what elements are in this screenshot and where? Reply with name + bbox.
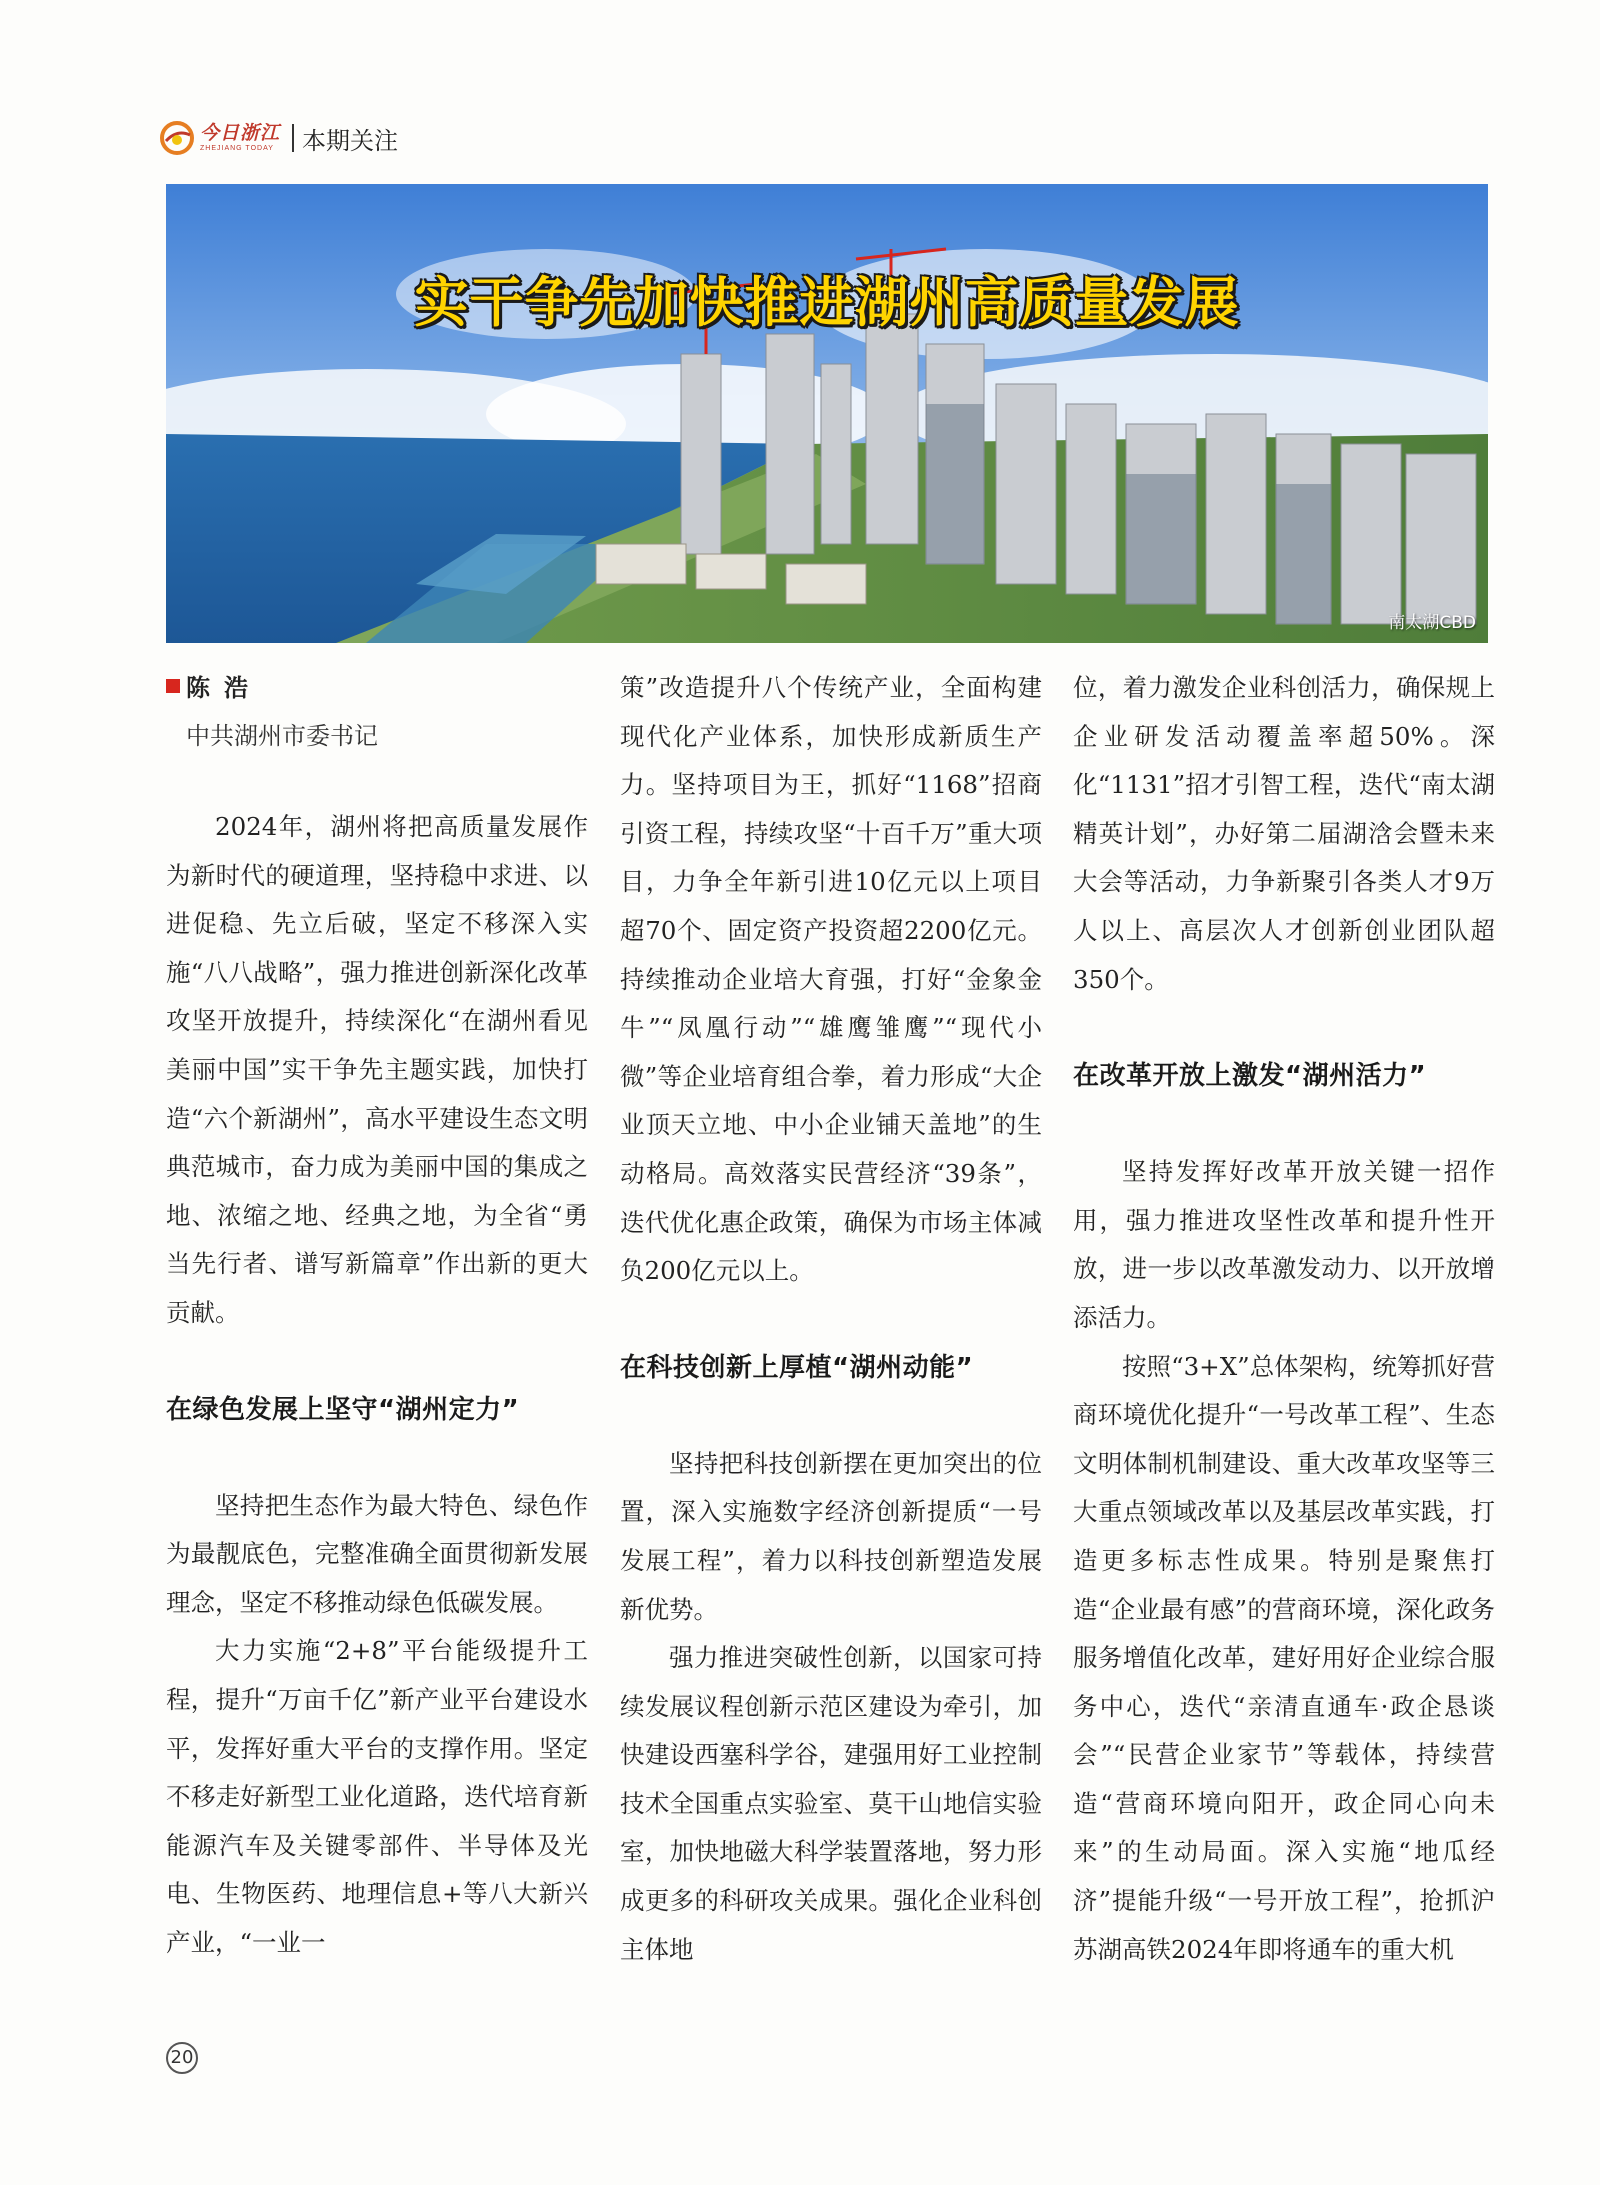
paragraph: 2024年，湖州将把高质量发展作为新时代的硬道理，坚持稳中求进、以进促稳、先立后破，坚定不移深入实施“八八战略”，强力推进创新深化改革攻坚开放提升，持续深化“在湖州看见美丽中国”实干争先主题实践，加快打造“六个新湖州”，高水平建设生态文明典范城市，奋力成为美丽中国的集成之地、浓缩之地、经典之地，为全省“勇当先行者、谱写新篇章”作出新的更大贡献。 — [166, 812, 588, 1327]
section-heading: 在改革开放上激发“湖州活力” — [1073, 1061, 1427, 1092]
column-3 — [1073, 664, 1495, 1974]
author-marker-icon — [166, 679, 180, 693]
paragraph: 位，着力激发企业科创活力，确保规上企业研发活动覆盖率超50%。深化“1131”招才引智工程，迭代“南太湖精英计划”，办好第二届湖浛会暨未来大会等活动，力争新聚引各类人才9万人以上、高层次人才创新创业团队超350个。 — [1073, 673, 1495, 994]
paragraph: 坚持把生态作为最大特色、绿色作为最靓底色，完整准确全面贯彻新发展理念，坚定不移推动绿色低碳发展。 — [166, 1490, 588, 1617]
hero-image — [166, 184, 1488, 643]
paragraph: 强力推进突破性创新，以国家可持续发展议程创新示范区建设为牵引，加快建设西塞科学谷，建强用好工业控制技术全国重点实验室、莫干山地信实验室，加快地磁大科学装置落地，努力形成更多的科研攻关成果。强化企业科创主体地 — [620, 1643, 1042, 1964]
logo-icon — [160, 121, 194, 155]
section-label: 本期关注 — [302, 126, 399, 155]
logo-text — [200, 124, 280, 152]
header-divider — [292, 124, 294, 152]
section-heading: 在科技创新上厚植“湖州动能” — [620, 1352, 974, 1383]
author-title: 中共湖州市委书记 — [186, 722, 378, 750]
paragraph: 按照“3+X”总体架构，统筹抓好营商环境优化提升“一号改革工程”、生态文明体制机制建设、重大改革攻坚等三大重点领域改革以及基层改革实践，打造更多标志性成果。特别是聚焦打造“企业最有感”的营商环境，深化政务服务增值化改革，建好用好企业综合服务中心，迭代“亲清直通车·政企恳谈会”“民营企业家节”等载体，持续营造“营商环境向阳开，政企同心向未来”的生动局面。深入实施“地瓜经济”提能升级“一号开放工程”，抢抓沪苏湖高铁2024年即将通车的重大机 — [1073, 1351, 1495, 1964]
author-name: 陈浩 — [186, 674, 262, 702]
paragraph: 大力实施“2+8”平台能级提升工程，提升“万亩千亿”新产业平台建设水平，发挥好重大平台的支撑作用。坚定不移走好新型工业化道路，迭代培育新能源汽车及关键零部件、半导体及光电、生物医药、地理信息+等八大新兴产业，“一业一 — [166, 1636, 588, 1957]
paragraph: 坚持把科技创新摆在更加突出的位置，深入实施数字经济创新提质“一号发展工程”，着力以科技创新塑造发展新优势。 — [620, 1448, 1042, 1624]
page-number: 20 — [166, 2042, 198, 2074]
paragraph: 策”改造提升八个传统产业，全面构建现代化产业体系，加快形成新质生产力。坚持项目为王，抓好“1168”招商引资工程，持续攻坚“十百千万”重大项目，力争全年新引进10亿元以上项目超70个、固定资产投资超2200亿元。持续推动企业培大育强，打好“金象金牛”“凤凰行动”“雄鹰雏鹰”“现代小微”等企业培育组合拳，着力形成“大企业顶天立地、中小企业铺天盖地”的生动格局。高效落实民营经济“39条”，迭代优化惠企政策，确保为市场主体减负200亿元以上。 — [620, 673, 1042, 1286]
section-heading: 在绿色发展上坚守“湖州定力” — [166, 1394, 520, 1425]
paragraph: 坚持发挥好改革开放关键一招作用，强力推进攻坚性改革和提升性开放，进一步以改革激发动力、以开放增添活力。 — [1073, 1157, 1495, 1332]
magazine-header — [160, 118, 398, 158]
photo-caption: 南太湖CBD — [1388, 613, 1476, 633]
logo-cn: 今日浙江 — [200, 122, 281, 144]
column-2 — [620, 664, 1042, 1974]
column-1 — [166, 803, 588, 1967]
author-block — [166, 668, 262, 703]
hero-title: 实干争先加快推进湖州高质量发展 — [414, 271, 1240, 334]
logo-en: ZHEJIANG TODAY — [200, 145, 274, 152]
city-photo — [166, 184, 1488, 643]
